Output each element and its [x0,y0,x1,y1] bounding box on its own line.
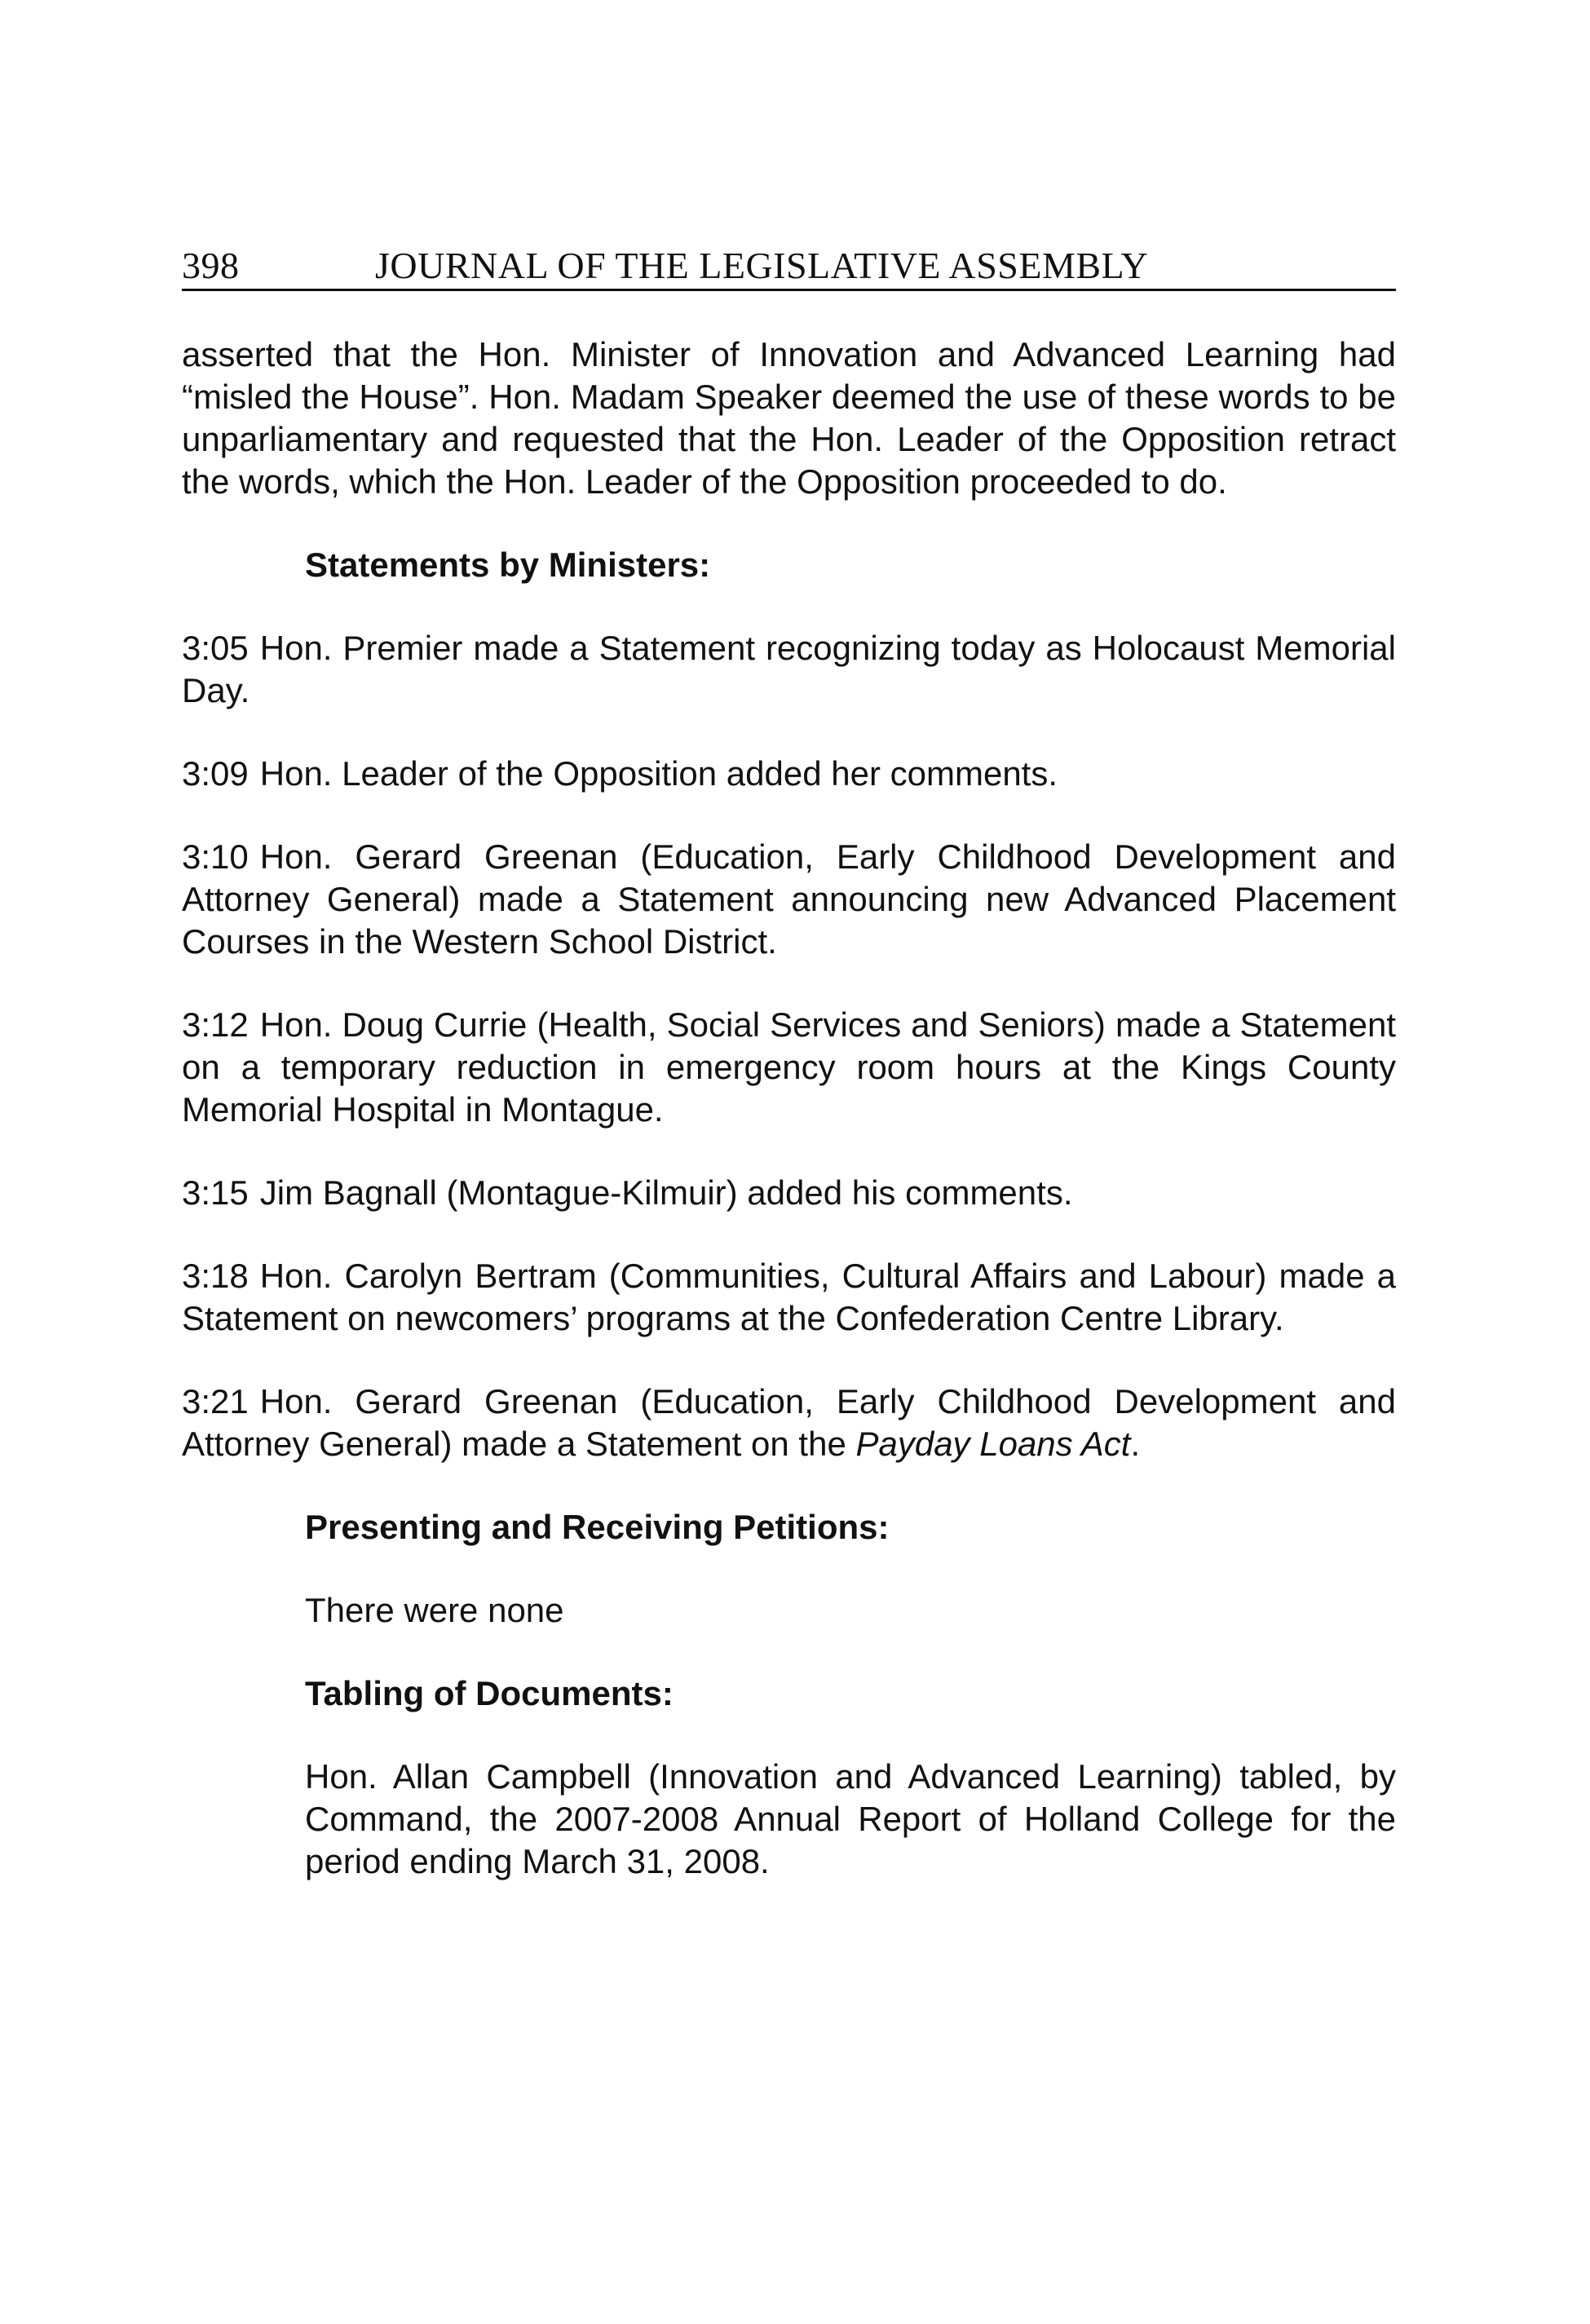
statement-time: 3:21 [182,1382,249,1420]
statement-time: 3:05 [182,629,249,667]
statement-text: Hon. Gerard Greenan (Education, Early Childhood Development and Attorney General) made a Statement announcing new Advanced Placement Courses in the Western School District. [182,837,1396,961]
act-title: Payday Loans Act [855,1425,1131,1463]
statement-time: 3:10 [182,837,249,876]
opening-paragraph: asserted that the Hon. Minister of Innovation and Advanced Learning had “misled the House”. Hon. Madam Speaker deemed the use of these words to be unparliamentary and requested that the Hon. Leader of the Opposition retract the words, which the Hon. Leader of the Opposition proceeded to do. [182,335,1396,501]
statement-time: 3:18 [182,1257,249,1295]
statement-entry [182,753,1396,795]
statements-heading: Statements by Ministers: [305,546,711,584]
tabling-heading: Tabling of Documents: [305,1674,674,1712]
journal-body [182,334,1396,1883]
page-number: 398 [182,245,240,286]
statement-suffix: . [1130,1425,1141,1463]
statement-entry [182,1004,1396,1131]
journal-page [182,243,1396,1924]
journal-title: JOURNAL OF THE LEGISLATIVE ASSEMBLY [375,245,1149,286]
statement-entry [182,1381,1396,1465]
statement-text: Hon. Carolyn Bertram (Communities, Cultural Affairs and Labour) made a Statement on newcomers’ programs at the Confederation Centre Library. [182,1257,1396,1337]
statement-time: 3:09 [182,754,249,793]
statement-time: 3:12 [182,1005,249,1044]
statement-text: Hon. Leader of the Opposition added her comments. [259,754,1058,793]
statement-entry [182,1255,1396,1340]
petitions-heading: Presenting and Receiving Petitions: [305,1508,890,1546]
running-head [182,243,1396,291]
statement-entry [182,1172,1396,1214]
petitions-text: There were none [305,1591,564,1629]
statement-text: Hon. Gerard Greenan (Education, Early Childhood Development and Attorney General) made a Statement on the [182,1382,1396,1463]
statement-entry [182,836,1396,963]
statement-text: Jim Bagnall (Montague-Kilmuir) added his comments. [259,1173,1073,1212]
statement-text: Hon. Doug Currie (Health, Social Services and Seniors) made a Statement on a temporary reduction in emergency room hours at the Kings County Memorial Hospital in Montague. [182,1005,1396,1129]
statement-text: Hon. Premier made a Statement recognizing today as Holocaust Memorial Day. [182,629,1396,709]
tabling-text: Hon. Allan Campbell (Innovation and Advanced Learning) tabled, by Command, the 2007-2008 Annual Report of Holland College for the period ending March 31, 2008. [305,1757,1396,1880]
statement-time: 3:15 [182,1173,249,1212]
statement-entry [182,627,1396,712]
